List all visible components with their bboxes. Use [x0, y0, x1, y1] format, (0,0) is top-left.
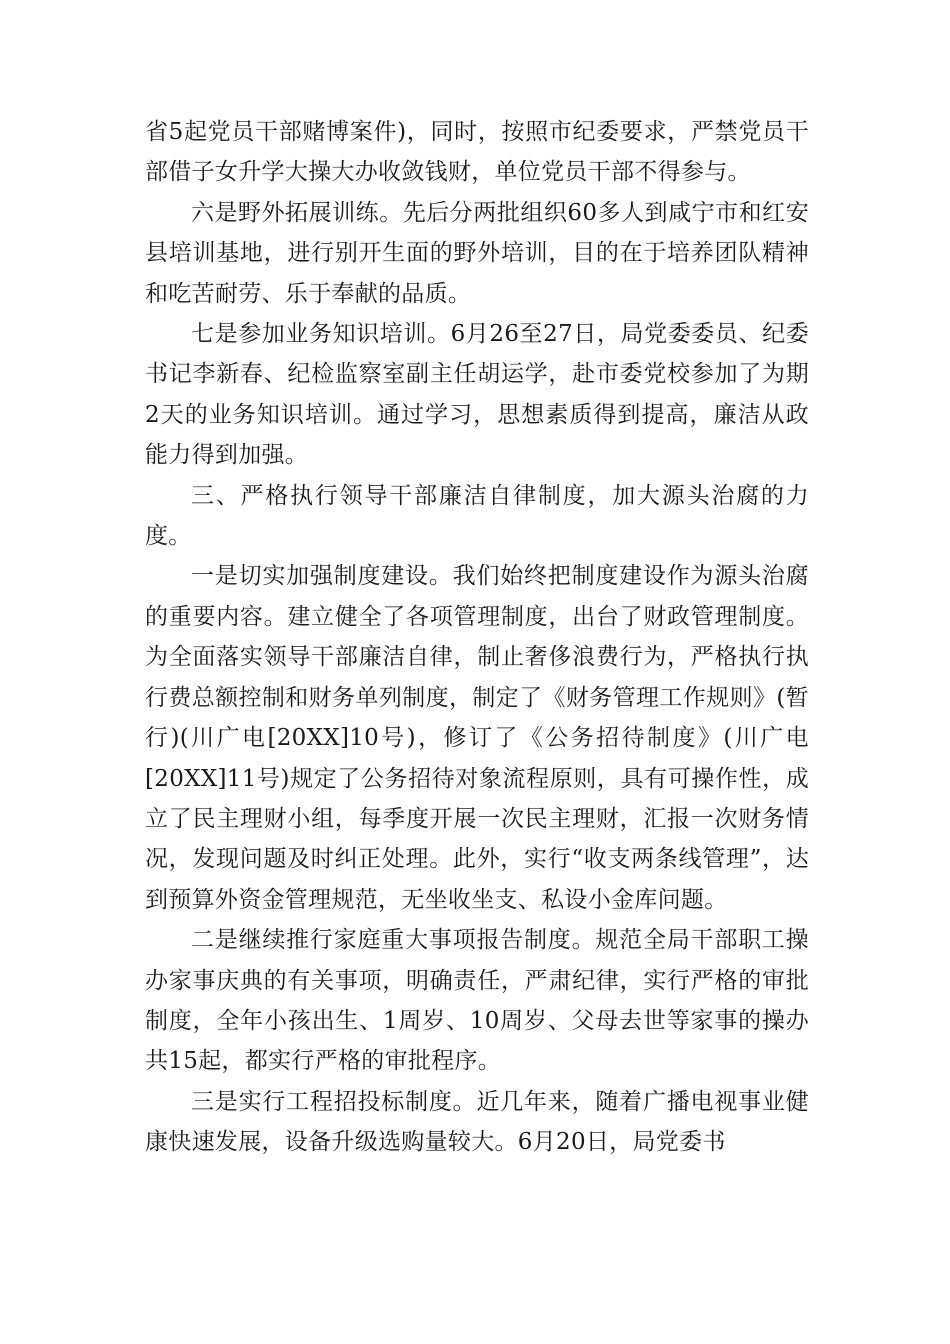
document-body [145, 112, 809, 1163]
paragraph-3: 七是参加业务知识培训。6月26至27日，局党委委员、纪委书记李新春、纪检监察室副主任胡运学，赴市委党校参加了为期2天的业务知识培训。通过学习，思想素质得到提高，廉洁从政能力得到加强。 [145, 321, 809, 469]
paragraph-7: 三是实行工程招投标制度。近几年来，随着广播电视事业健康快速发展，设备升级选购量较大。6月20日，局党委书 [145, 1088, 809, 1156]
section-heading-3: 三、严格执行领导干部廉洁自律制度，加大源头治腐的力度。 [145, 482, 809, 550]
paragraph-2: 六是野外拓展训练。先后分两批组织60多人到咸宁市和红安县培训基地，进行别开生面的野外培训，目的在于培养团队精神和吃苦耐劳、乐于奉献的品质。 [145, 199, 809, 307]
paragraph-5: 一是切实加强制度建设。我们始终把制度建设作为源头治腐的重要内容。建立健全了各项管理制度，出台了财政管理制度。为全面落实领导干部廉洁自律，制止奢侈浪费行为，严格执行执行费总额控制和财务单列制度，制定了《财务管理工作规则》(暂行)(川广电[20XX]10号)，修订了《公务招待制度》(川广电[20XX]11号)规定了公务招待对象流程原则，具有可操作性，成立了民主理财小组，每季度开展一次民主理财，汇报一次财务情况，发现问题及时纠正处理。此外，实行“收支两条线管理”，达到预算外资金管理规范，无坐收坐支、私设小金库问题。 [145, 563, 809, 913]
paragraph-1: 省5起党员干部赌博案件)，同时，按照市纪委要求，严禁党员干部借子女升学大操大办收敛钱财，单位党员干部不得参与。 [145, 119, 809, 186]
paragraph-6: 二是继续推行家庭重大事项报告制度。规范全局干部职工操办家事庆典的有关事项，明确责任，严肃纪律，实行严格的审批制度，全年小孩出生、1周岁、10周岁、父母去世等家事的操办共15起，都实行严格的审批程序。 [145, 927, 809, 1075]
